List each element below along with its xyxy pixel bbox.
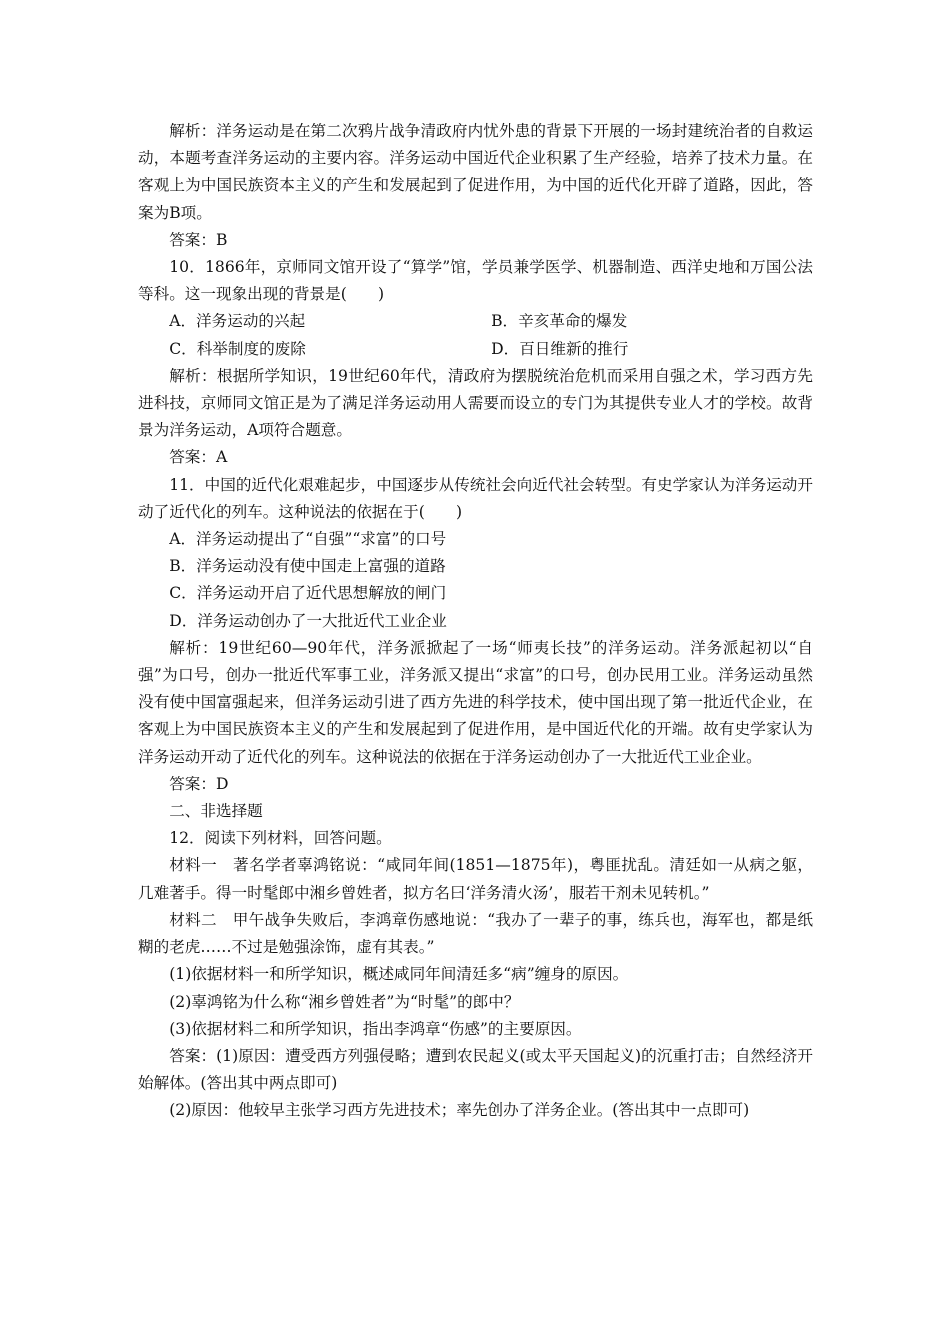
q11-option-b: B．洋务运动没有使中国走上富强的道路	[169, 557, 446, 576]
q12-material-1: 材料一 著名学者辜鸿铭说：“咸同年间(1851—1875年)，粤匪扰乱。清廷如一从病之躯，几难著手。得一时髦郎中湘乡曾姓者，拟方名曰‘洋务清火汤’，服若干剂未见转机。”	[138, 856, 813, 902]
q11-analysis: 解析：19世纪60—90年代，洋务派掀起了一场“师夷长技”的洋务运动。洋务派起初以“自强”为口号，创办一批近代军事工业，洋务派又提出“求富”的口号，创办民用工业。洋务运动虽然没有使中国富强起来，但洋务运动引进了西方先进的科学技术，使中国出现了第一批近代企业，在客观上为中国民族资本主义的产生和发展起到了促进作用，是中国近代化的开端。故有史学家认为洋务运动开动了近代化的列车。这种说法的依据在于洋务运动创办了一大批近代工业企业。	[138, 638, 813, 766]
q12-stem: 12．阅读下列材料，回答问题。	[169, 829, 392, 848]
q10-stem: 10．1866年，京师同文馆开设了“算学”馆，学员兼学医学、机器制造、西洋史地和万国公法等科。这一现象出现的背景是( )	[138, 258, 813, 304]
q11-answer: 答案：D	[169, 774, 229, 793]
q12-question-2: (2)辜鸿铭为什么称“湘乡曾姓者”为“时髦”的郎中？	[169, 992, 520, 1011]
q10-analysis: 解析：根据所学知识，19世纪60年代，清政府为摆脱统治危机而采用自强之术，学习西方先进科技，京师同文馆正是为了满足洋务运动用人需要而设立的专门为其提供专业人才的学校。故背景为洋务运动，A项符合题意。	[138, 366, 813, 440]
q12-question-1: (1)依据材料一和所学知识，概述咸同年间清廷多“病”缠身的原因。	[169, 965, 629, 984]
q10-options-row-2	[138, 336, 813, 363]
q10-answer: 答案：A	[169, 448, 228, 467]
q10-option-d: D．百日维新的推行	[491, 339, 629, 358]
q11-option-a: A．洋务运动提出了“自强”“求富”的口号	[169, 530, 447, 549]
q12-answer-2: (2)原因：他较早主张学习西方先进技术；率先创办了洋务企业。(答出其中一点即可)	[169, 1101, 750, 1120]
q9-analysis: 解析：洋务运动是在第二次鸦片战争清政府内忧外患的背景下开展的一场封建统治者的自救运动，本题考查洋务运动的主要内容。洋务运动中国近代企业积累了生产经验，培养了技术力量。在客观上为中国民族资本主义的产生和发展起到了促进作用，为中国的近代化开辟了道路，因此，答案为B项。	[138, 122, 813, 222]
q11-option-c: C．洋务运动开启了近代思想解放的闸门	[169, 584, 447, 603]
q10-option-b: B．辛亥革命的爆发	[491, 312, 628, 331]
q12-material-2: 材料二 甲午战争失败后，李鸿章伤感地说：“我办了一辈子的事，练兵也，海军也，都是纸糊的老虎……不过是勉强涂饰，虚有其表。”	[138, 910, 813, 957]
q9-answer: 答案：B	[169, 230, 228, 249]
q10-option-c: C．科举制度的废除	[169, 339, 306, 358]
q12-question-3: (3)依据材料二和所学知识，指出李鸿章“伤感”的主要原因。	[169, 1019, 582, 1038]
q11-option-d: D．洋务运动创办了一大批近代工业企业	[169, 611, 447, 630]
q10-option-a: A．洋务运动的兴起	[169, 312, 306, 331]
section-heading: 二、非选择题	[169, 802, 263, 821]
q10-options-row-1	[138, 308, 813, 335]
q12-answer-1: 答案：(1)原因：遭受西方列强侵略；遭到农民起义(或太平天国起义)的沉重打击；自然经济开始解体。(答出其中两点即可)	[138, 1046, 813, 1093]
q11-stem: 11．中国的近代化艰难起步，中国逐步从传统社会向近代社会转型。有史学家认为洋务运动开动了近代化的列车。这种说法的依据在于( )	[138, 475, 813, 521]
document-page	[138, 118, 813, 1125]
